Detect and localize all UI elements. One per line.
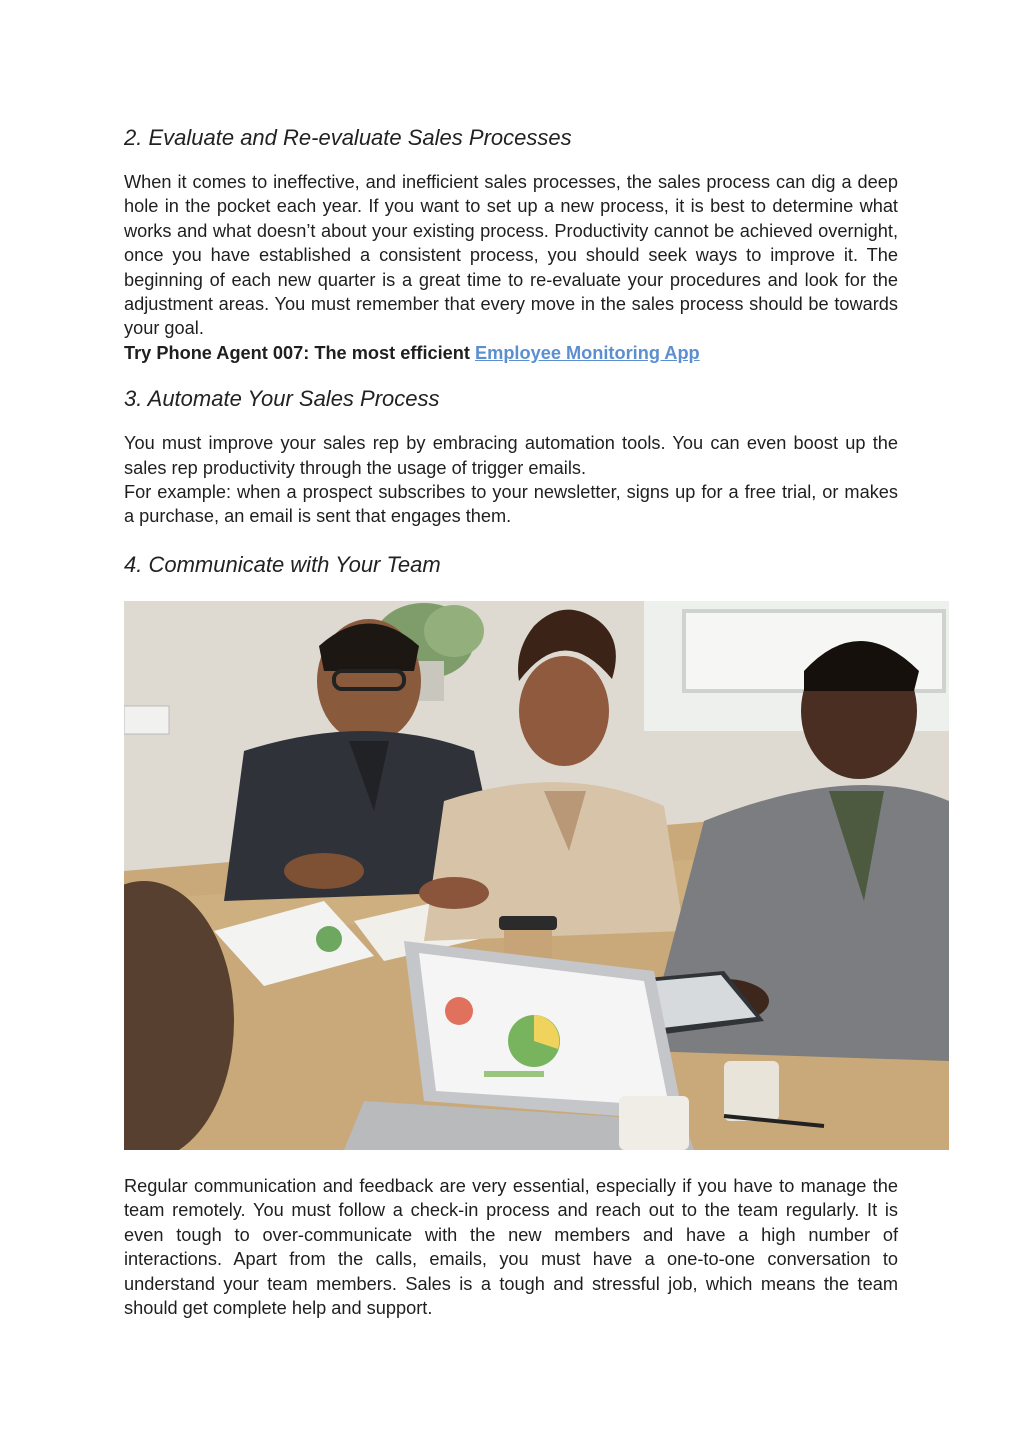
cta-line <box>124 341 898 365</box>
section-communicate-heading <box>124 547 898 583</box>
section-communicate-body <box>124 1174 898 1320</box>
team-meeting-photo <box>124 601 949 1150</box>
paragraph-automate-1: You must improve your sales rep by embracing automation tools. You can even boost up the sales rep productivity through the usage of trigger emails. <box>124 433 898 478</box>
heading-automate: 3. Automate Your Sales Process <box>124 386 440 412</box>
employee-monitoring-link[interactable]: Employee Monitoring App <box>475 342 700 363</box>
paragraph-communicate: Regular communication and feedback are very essential, especially if you have to manage the team remotely. You must follow a check-in process and reach out to the team regularly. It is even tough to over-communicate with the new members and have a high number of interactions. Apart from the calls, emails, you must have a one-to-one conversation to understand your team members. Sales is a tough and stressful job, which means the team should get complete help and support. <box>124 1176 898 1319</box>
section-evaluate <box>124 120 898 365</box>
section-automate <box>124 381 898 529</box>
paragraph-automate-2: For example: when a prospect subscribes to your newsletter, signs up for a free trial, or makes a purchase, an email is sent that engages them. <box>124 482 898 527</box>
heading-communicate: 4. Communicate with Your Team <box>124 551 441 577</box>
cta-text: Try Phone Agent 007: The most efficient <box>124 342 476 363</box>
paragraph-evaluate: When it comes to ineffective, and inefficient sales processes, the sales process can dig a deep hole in the pocket each year. If you want to set up a new process, it is best to determine what works and what doesn’t about your existing process. Productivity cannot be achieved overnight, once you have established a consistent process, you should seek ways to improve it. The beginning of each new quarter is a great time to re-evaluate your procedures and look for the adjustment areas. You must remember that every move in the sales process should be towards your goal. <box>124 172 898 339</box>
content-column <box>124 120 898 583</box>
heading-evaluate: 2. Evaluate and Re-evaluate Sales Processes <box>124 125 572 150</box>
